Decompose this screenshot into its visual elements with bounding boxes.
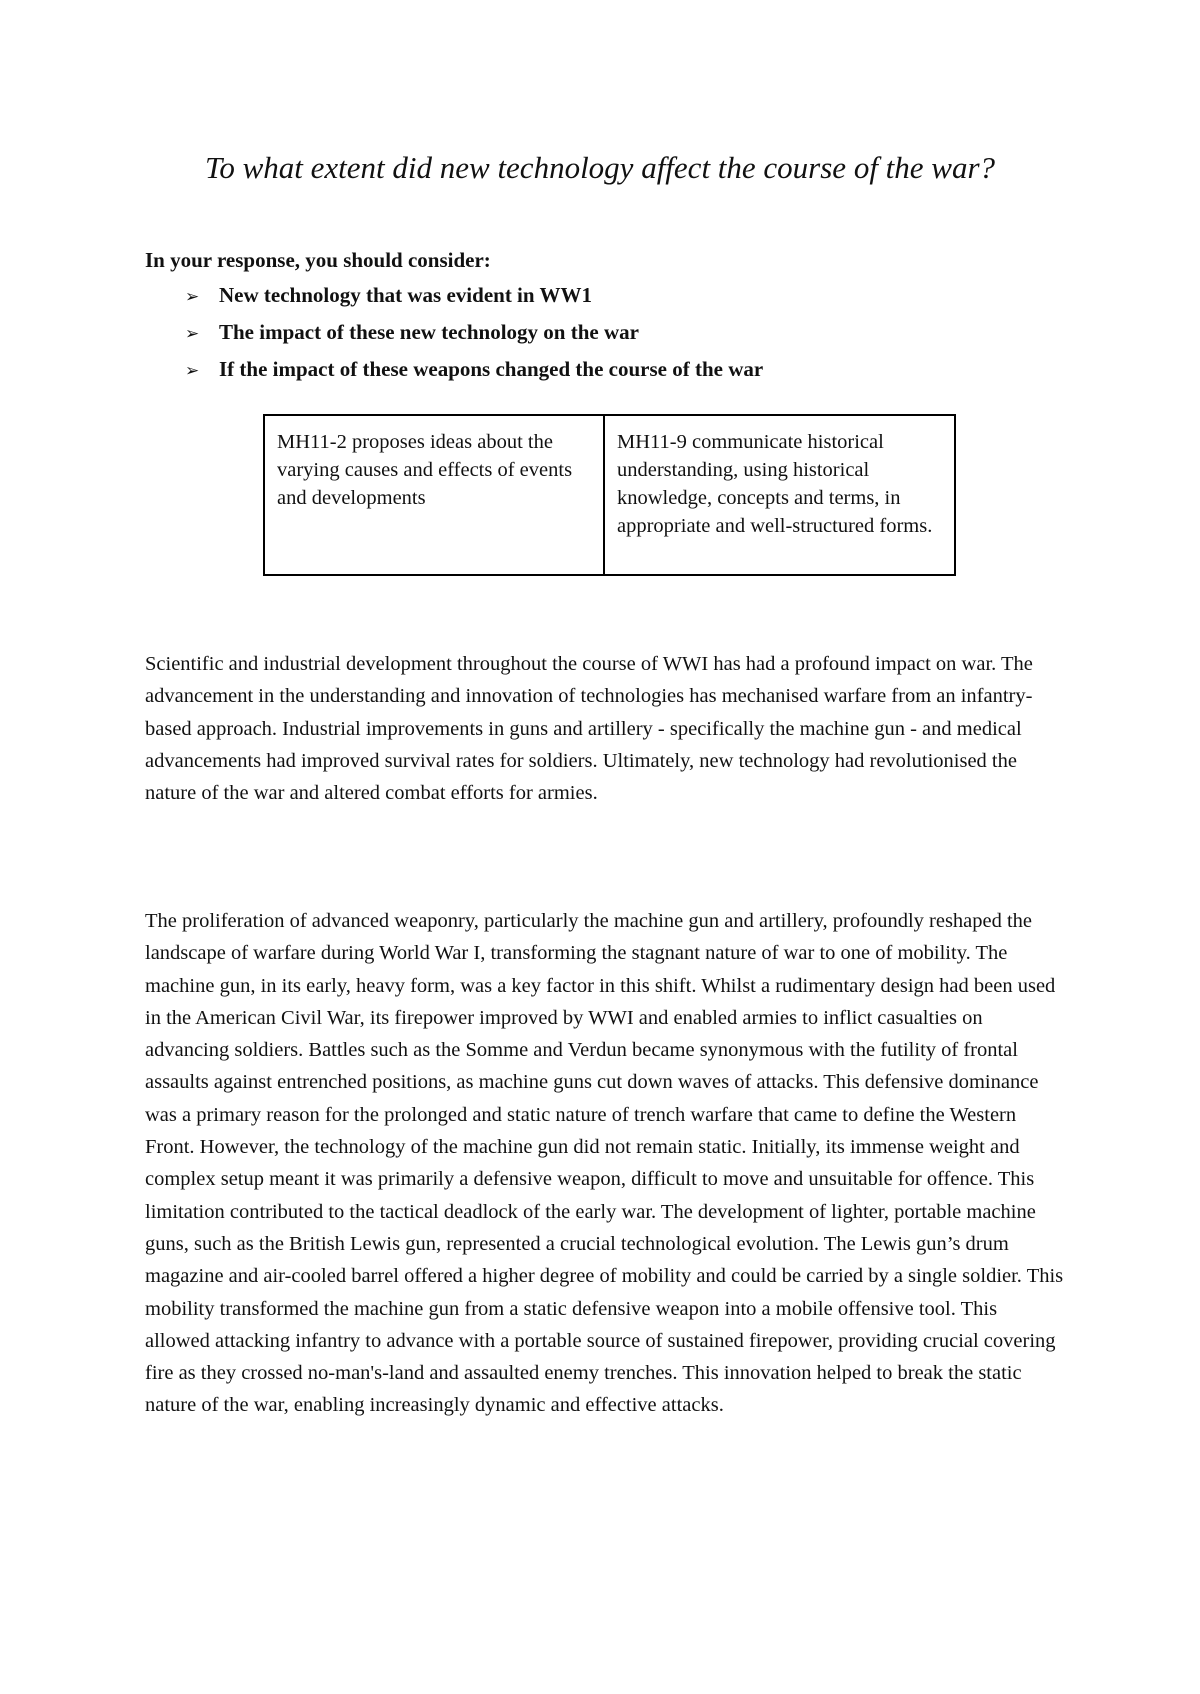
arrowhead-bullet-icon: ➢ bbox=[185, 287, 200, 307]
list-item bbox=[185, 315, 763, 352]
essay-question-title: To what extent did new technology affect the course of the war? bbox=[204, 150, 996, 185]
outcome-cell-mh11-2: MH11-2 proposes ideas about the varying causes and effects of events and developments bbox=[265, 416, 605, 574]
consideration-text: The impact of these new technology on the war bbox=[219, 320, 639, 344]
outcome-cell-mh11-9: MH11-9 communicate historical understanding, using historical knowledge, concepts and terms, in appropriate and well-structured forms. bbox=[617, 431, 933, 537]
consideration-text: New technology that was evident in WW1 bbox=[219, 283, 592, 307]
consider-heading: In your response, you should consider: bbox=[145, 248, 491, 272]
introduction-paragraph: Scientific and industrial development throughout the course of WWI has had a profound impact on war. The advancement in the understanding and innovation of technologies has mechanised warfare from an infantry-based approach. Industrial improvements in guns and artillery - specifically the machine gun - and medical advancements had improved survival rates for soldiers. Ultimately, new technology had revolutionised the nature of the war and altered combat efforts for armies. bbox=[145, 653, 1033, 805]
list-item bbox=[185, 278, 763, 315]
arrowhead-bullet-icon: ➢ bbox=[185, 361, 200, 381]
body-paragraph-machine-gun: The proliferation of advanced weaponry, particularly the machine gun and artillery, profoundly reshaped the landscape of warfare during World War I, transforming the stagnant nature of war to one of mobility. The machine gun, in its early, heavy form, was a key factor in this shift. Whilst a rudimentary design had been used in the American Civil War, its firepower improved by WWI and enabled armies to inflict casualties on advancing soldiers. Battles such as the Somme and Verdun became synonymous with the futility of frontal assaults against entrenched positions, as machine guns cut down waves of attacks. This defensive dominance was a primary reason for the prolonged and static nature of trench warfare that came to define the Western Front. However, the technology of the machine gun did not remain static. Initially, its immense weight and complex setup meant it was primarily a defensive weapon, difficult to move and unsuitable for offence. This limitation contributed to the tactical deadlock of the early war. The development of lighter, portable machine guns, such as the British Lewis gun, represented a crucial technological evolution. The Lewis gun’s drum magazine and air-cooled barrel offered a higher degree of mobility and could be carried by a single soldier. This mobility transformed the machine gun from a static defensive weapon into a mobile offensive tool. This allowed attacking infantry to advance with a portable source of sustained firepower, providing crucial covering fire as they crossed no-man's-land and assaulted enemy trenches. This innovation helped to break the static nature of the war, enabling increasingly dynamic and effective attacks. bbox=[145, 910, 1064, 1417]
consideration-text: If the impact of these weapons changed the course of the war bbox=[219, 357, 764, 381]
arrowhead-bullet-icon: ➢ bbox=[185, 324, 200, 344]
considerations-list bbox=[185, 278, 763, 389]
list-item bbox=[185, 352, 763, 389]
syllabus-outcomes-table bbox=[263, 414, 956, 576]
